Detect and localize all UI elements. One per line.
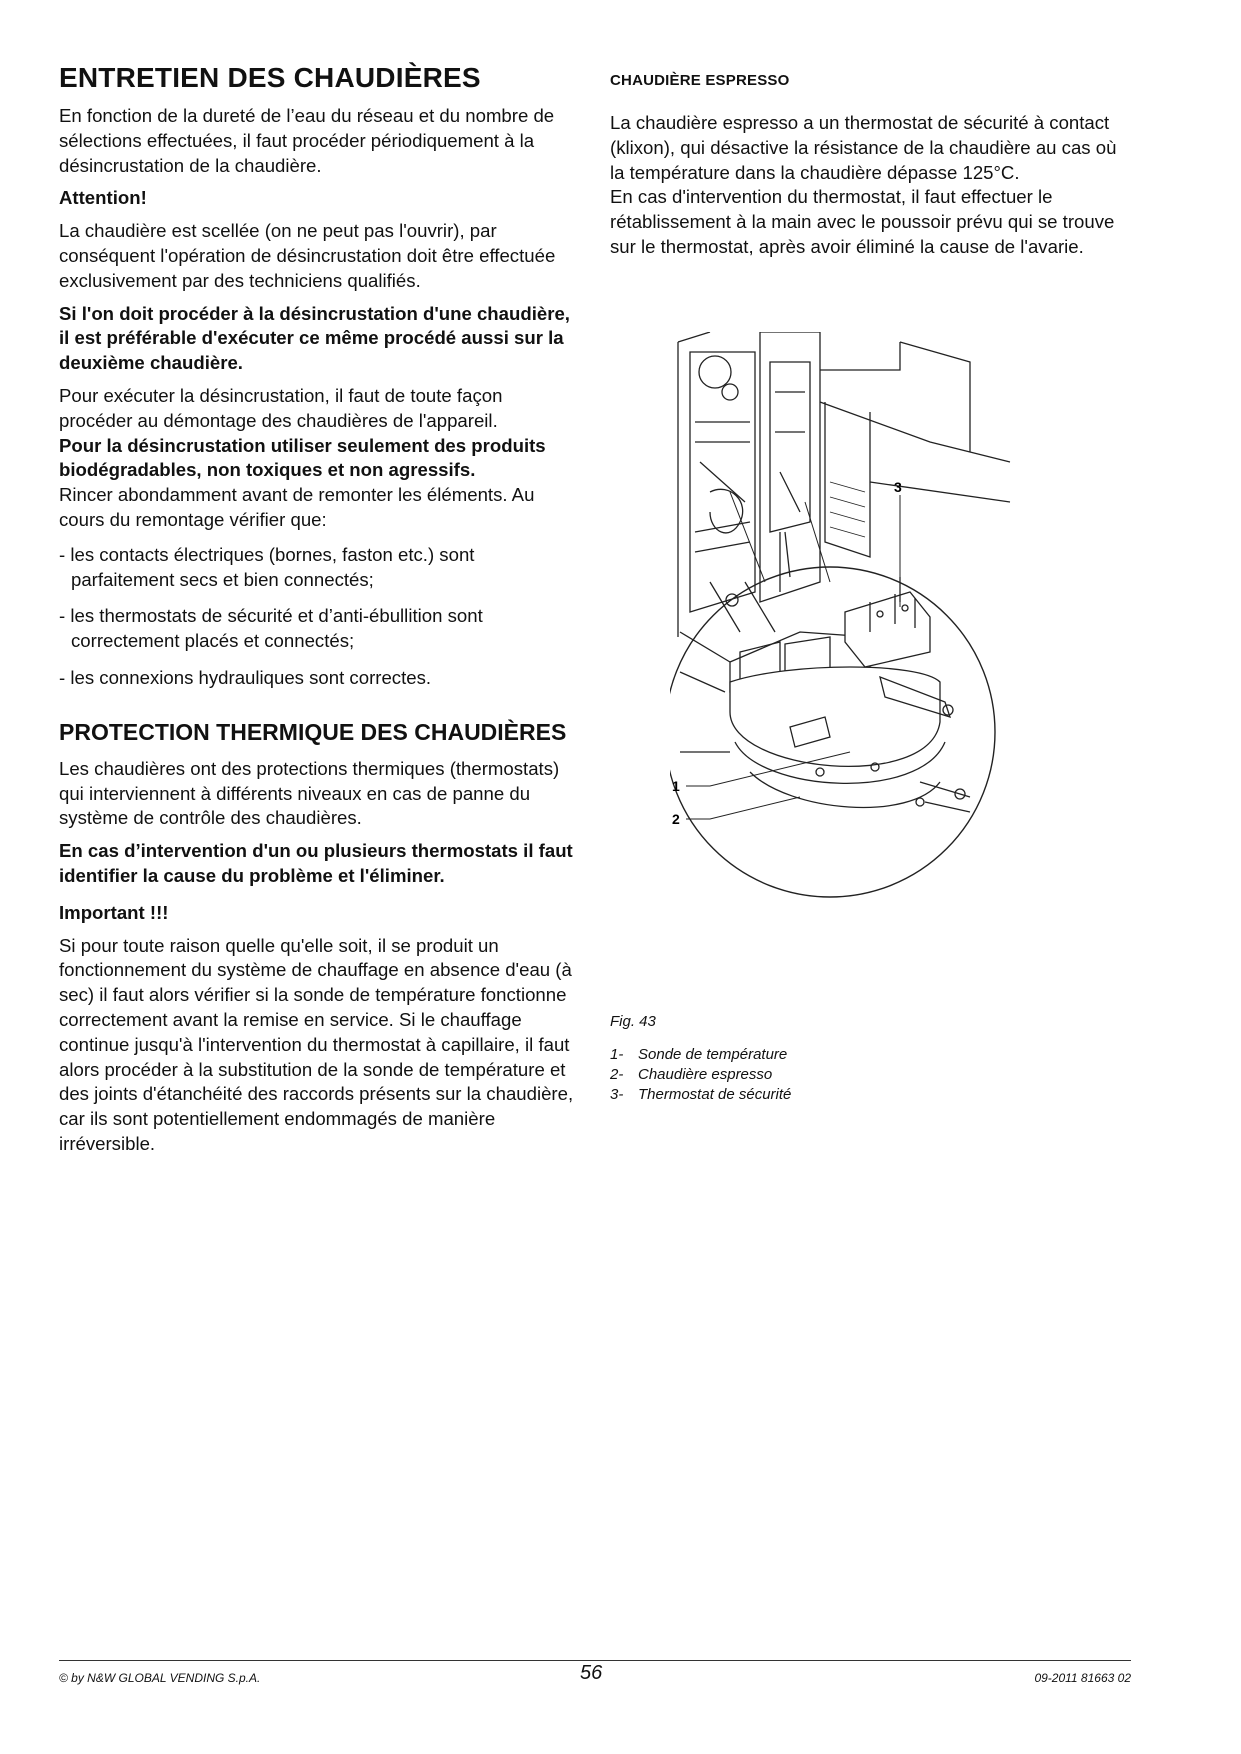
list-item: - les thermostats de sécurité et d’anti-ébullition sont correctement placés et connectés;: [59, 605, 483, 652]
footer-divider: [59, 1660, 1131, 1661]
bold-paragraph: Si l'on doit procéder à la désincrustation d'une chaudière, il est préférable d'exécuter ce même procédé aussi sur la deuxième chaudière.: [59, 302, 570, 374]
document-code: 09-2011 81663 02: [1034, 1671, 1131, 1685]
legend-number: 3-: [610, 1086, 624, 1103]
legend-number: 1-: [610, 1046, 624, 1063]
bold-paragraph: Pour la désincrustation utiliser seulement des produits biodégradables, non toxiques et non agressifs.: [59, 434, 546, 481]
callout-1: 1: [672, 778, 680, 794]
legend-item: [610, 1085, 791, 1105]
paragraph: Si pour toute raison quelle qu'elle soit, il se produit un fonctionnement du système de chauffage en absence d'eau (à sec) il faut alors vérifier si la sonde de température fonctionne correctement avant la remise en service. Si le chauffage continue jusqu'à l'intervention du thermostat à capillaire, il faut alors procéder à la substitution de la sonde de température et des joints d'étanchéité des raccords présents sur la chaudière, car ils sont potentiellement endommagés de manière irréversible.: [59, 934, 574, 1154]
footer-copyright: © by N&W GLOBAL VENDING S.p.A.: [59, 1671, 261, 1685]
legend-text: Sonde de température: [638, 1046, 788, 1063]
legend-item: [610, 1045, 791, 1065]
legend-text: Chaudière espresso: [638, 1066, 773, 1083]
paragraph: Pour exécuter la désincrustation, il faut de toute façon procéder au démontage des chaudières de l'appareil.: [59, 384, 503, 431]
figure-caption: Fig. 43: [610, 1013, 656, 1030]
legend-item: [610, 1065, 791, 1085]
boiler-illustration: [670, 332, 1030, 972]
paragraph: La chaudière est scellée (on ne peut pas l'ouvrir), par conséquent l'opération de désincrustation doit être effectuée exclusivement par des techniciens qualifiés.: [59, 220, 556, 291]
section-title-maintenance: ENTRETIEN DES CHAUDIÈRES: [59, 62, 481, 93]
paragraph: La chaudière espresso a un thermostat de sécurité à contact (klixon), qui désactive la résistance de la chaudière au cas où la température dans la chaudière dépasse 125°C.: [610, 112, 1117, 183]
important-label: Important !!!: [59, 901, 169, 923]
paragraph: En fonction de la dureté de l’eau du réseau et du nombre de sélections effectuées, il faut procéder périodiquement à la désincrustation de la chaudière.: [59, 105, 555, 176]
legend-text: Thermostat de sécurité: [638, 1086, 792, 1103]
attention-label: Attention!: [59, 187, 147, 209]
list-item: - les contacts électriques (bornes, faston etc.) sont parfaitement secs et bien connectés;: [59, 543, 475, 590]
callout-2: 2: [672, 811, 680, 827]
figure-legend: [610, 1045, 791, 1105]
page-number: 56: [580, 1662, 603, 1684]
right-column: [610, 72, 1130, 268]
checklist: [59, 543, 579, 691]
paragraph: Les chaudières ont des protections thermiques (thermostats) qui interviennent à différents niveaux en cas de panne du système de contrôle des chaudières.: [59, 757, 560, 829]
bold-paragraph: En cas d’intervention d'un ou plusieurs thermostats il faut identifier la cause du problème et l'éliminer.: [59, 840, 573, 886]
paragraph: En cas d'intervention du thermostat, il faut effectuer le rétablissement à la main avec le poussoir prévu qui se trouve sur le thermostat, après avoir éliminé la cause de l'avarie.: [610, 186, 1115, 257]
list-item: - les connexions hydrauliques sont correctes.: [59, 666, 432, 688]
callout-3: 3: [894, 479, 902, 495]
paragraph: Rincer abondamment avant de remonter les éléments. Au cours du remontage vérifier que:: [59, 484, 535, 530]
section-title-thermal-protection: PROTECTION THERMIQUE DES CHAUDIÈRES: [59, 718, 567, 745]
section-heading-espresso-boiler: CHAUDIÈRE ESPRESSO: [610, 72, 790, 89]
left-column: [59, 62, 579, 1165]
legend-number: 2-: [610, 1066, 624, 1083]
